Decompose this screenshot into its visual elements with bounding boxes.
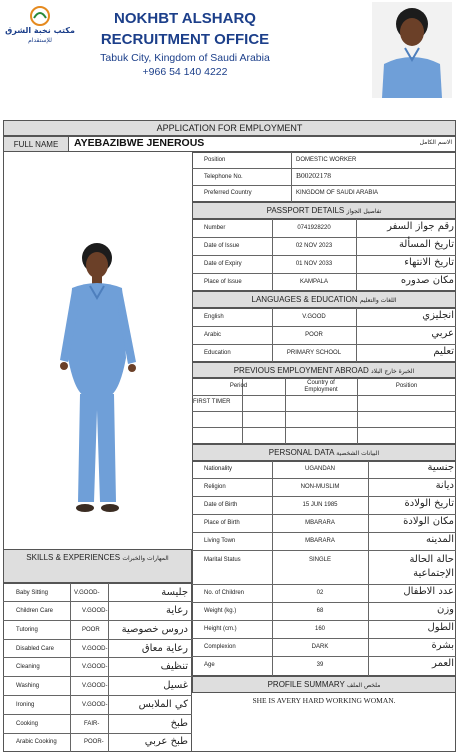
lang-education-arabic: تعليم (433, 346, 454, 357)
skill-children-care-label: Children Care (16, 608, 54, 614)
personal-children-value: 02 (316, 590, 324, 596)
personal-nationality-label: Nationality (204, 466, 233, 472)
personal-town-value: MBARARA (305, 538, 335, 544)
personal-religion-value: NON-MUSLIM (300, 484, 340, 490)
passport-issue-value: 02 NOV 2023 (295, 243, 333, 249)
previous-first-timer: FIRST TIMER (193, 399, 231, 405)
lang-arabic-value: POOR (305, 332, 323, 338)
languages-header-text: LANGUAGES & EDUCATION (251, 295, 358, 304)
previous-header (192, 362, 456, 378)
profile-summary-text: SHE IS AVERY HARD WORKING WOMAN. (252, 696, 396, 705)
skills-header-text: SKILLS & EXPERIENCES (26, 553, 121, 562)
personal-religion-arabic: ديانة (435, 480, 454, 491)
personal-dob-arabic: تاريخ الولادة (404, 498, 454, 509)
passport-place-value: KAMPALA (300, 279, 328, 285)
lang-arabic-arabic: عربي (431, 328, 454, 339)
skill-disabled-care-label: Disabled Care (16, 646, 55, 652)
previous-header-text: PREVIOUS EMPLOYMENT ABROAD (233, 366, 369, 375)
job-position-label: Position (204, 157, 226, 163)
skill-arabic-cooking-arabic: طبخ عربي (144, 736, 188, 747)
job-position-value: DOMESTIC WORKER (296, 157, 357, 163)
job-telephone-value: B00202178 (296, 171, 332, 180)
job-telephone-label: Telephone No. (204, 174, 243, 180)
skill-cooking-label: Cooking (16, 721, 39, 727)
personal-nationality-value: UGANDAN (304, 466, 335, 472)
office-name-line2: RECRUITMENT OFFICE (100, 31, 270, 48)
personal-height-label: Height (cm.) (204, 626, 237, 632)
lang-arabic-label: Arabic (204, 332, 222, 338)
skill-tutoring-value: POOR (82, 627, 100, 633)
logo-arabic-name: مكتب نخبة الشرق (5, 26, 75, 35)
personal-children-label: No. of Children (204, 590, 245, 596)
logo-arabic-sub: للإستقدام (28, 37, 52, 44)
personal-header-arabic: البيانات الشخصية (336, 450, 380, 457)
skill-baby-sitting-label: Baby Sitting (16, 590, 49, 596)
full-name-value: AYEBAZIBWE JENEROUS (74, 137, 205, 149)
passport-expiry-value: 01 NOV 2033 (295, 261, 333, 267)
personal-height-value: 160 (314, 626, 325, 632)
skill-children-care-arabic: رعاية (166, 605, 188, 616)
passport-number-label: Number (204, 225, 226, 231)
personal-dob-value: 15 JUN 1985 (302, 502, 338, 508)
skill-cooking-arabic: طبخ (170, 718, 188, 729)
passport-issue-arabic: تاريخ المسألة (398, 239, 454, 250)
passport-expiry-label: Date of Expiry (204, 261, 242, 267)
office-name-line1: NOKHBT ALSHARQ (114, 10, 256, 27)
personal-pob-arabic: مكان الولادة (403, 516, 454, 527)
office-city: Tabuk City, Kingdom of Saudi Arabia (100, 52, 270, 64)
personal-weight-label: Weight (kg.) (204, 608, 237, 614)
personal-marital-label: Marital Status (204, 557, 241, 563)
personal-children-arabic: عدد الاطفال (403, 586, 454, 597)
skills-header (3, 549, 192, 583)
personal-height-arabic: الطول (427, 622, 454, 633)
skill-ironing-arabic: كي الملابس (138, 699, 188, 710)
personal-weight-value: 68 (316, 608, 324, 614)
lang-education-label: Education (204, 350, 231, 356)
personal-town-label: Living Town (204, 538, 236, 544)
personal-complexion-arabic: بشرة (431, 640, 454, 651)
skill-washing-label: Washing (16, 683, 40, 689)
skill-washing-arabic: غسيل (163, 680, 188, 691)
skill-ironing-value: V.GOOD- (82, 702, 108, 708)
personal-marital-value: SINGLE (308, 557, 331, 563)
personal-marital-arabic: حالة الحالة الإجتماعية (409, 554, 454, 579)
profile-header-arabic: ملخص الملف (346, 682, 381, 689)
personal-religion-label: Religion (204, 484, 226, 490)
previous-col-country-1: Country of (307, 380, 335, 386)
previous-header-arabic: الخبرة خارج البلاد (370, 368, 415, 375)
personal-header-text: PERSONAL DATA (268, 448, 334, 457)
personal-town-arabic: المدينه (425, 534, 454, 545)
skill-ironing-label: Ironing (16, 702, 35, 708)
full-name-arabic: الاسم الكامل (419, 139, 452, 146)
lang-education-value: PRIMARY SCHOOL (286, 350, 342, 356)
job-country-value: KINGDOM OF SAUDI ARABIA (296, 190, 379, 196)
languages-header (192, 291, 456, 308)
personal-age-arabic: العمر (432, 658, 454, 669)
personal-age-label: Age (204, 662, 215, 668)
full-name-label: FULL NAME (3, 136, 69, 152)
skill-tutoring-arabic: دروس خصوصية (121, 624, 188, 635)
skill-tutoring-label: Tutoring (16, 627, 38, 633)
skill-cooking-value: FAIR- (84, 721, 100, 727)
form-title: APPLICATION FOR EMPLOYMENT (3, 120, 456, 136)
lang-english-arabic: انجليزي (422, 310, 454, 321)
profile-header (192, 676, 456, 693)
full-body-photo (50, 240, 150, 520)
portrait-photo (372, 2, 452, 98)
skill-children-care-value: V.GOOD- (82, 608, 108, 614)
personal-header (192, 444, 456, 461)
passport-number-value: 0741928220 (297, 225, 331, 231)
passport-header (192, 202, 456, 219)
previous-col-country-2: Employment (304, 387, 338, 393)
skill-disabled-care-value: V.GOOD- (82, 646, 108, 652)
skill-disabled-care-arabic: رعاية معاق (141, 643, 188, 654)
passport-header-arabic: تفاصيل الجواز (346, 208, 382, 215)
skill-arabic-cooking-value: POOR- (84, 739, 104, 745)
passport-place-label: Place of Issue (204, 279, 242, 285)
previous-col-position: Position (395, 383, 418, 389)
passport-number-arabic: رقم جواز السفر (387, 221, 454, 232)
passport-place-arabic: مكان صدوره (400, 275, 454, 286)
passport-expiry-arabic: تاريخ الانتهاء (404, 257, 454, 268)
passport-header-text: PASSPORT DETAILS (266, 206, 345, 215)
office-logo (4, 6, 76, 46)
personal-weight-arabic: وزن (436, 604, 454, 615)
skill-cleaning-arabic: تنظيف (160, 661, 188, 672)
languages-header-arabic: اللغات والتعليم (359, 297, 397, 304)
personal-dob-label: Date of Birth (204, 502, 238, 508)
lang-english-label: English (204, 314, 224, 320)
skills-header-arabic: المهارات والخبرات (122, 555, 169, 562)
skill-cleaning-label: Cleaning (16, 664, 40, 670)
personal-pob-label: Place of Birth (204, 520, 240, 526)
personal-complexion-label: Complexion (204, 644, 236, 650)
personal-nationality-arabic: جنسية (427, 462, 454, 473)
skill-arabic-cooking-label: Arabic Cooking (16, 739, 57, 745)
skill-baby-sitting-arabic: جليسة (161, 587, 188, 598)
previous-col-period: Period (229, 383, 248, 389)
job-country-label: Preferred Country (204, 190, 252, 196)
personal-age-value: 39 (316, 662, 324, 668)
personal-pob-value: MBARARA (305, 520, 335, 526)
profile-header-text: PROFILE SUMMARY (267, 680, 345, 689)
skill-washing-value: V.GOOD- (82, 683, 108, 689)
passport-issue-label: Date of Issue (204, 243, 240, 249)
skill-cleaning-value: V.GOOD- (82, 664, 108, 670)
personal-complexion-value: DARK (311, 644, 329, 650)
skill-baby-sitting-value: V.GOOD- (74, 590, 100, 596)
office-phone: +966 54 140 4222 (142, 66, 228, 78)
lang-english-value: V.GOOD (302, 314, 326, 320)
